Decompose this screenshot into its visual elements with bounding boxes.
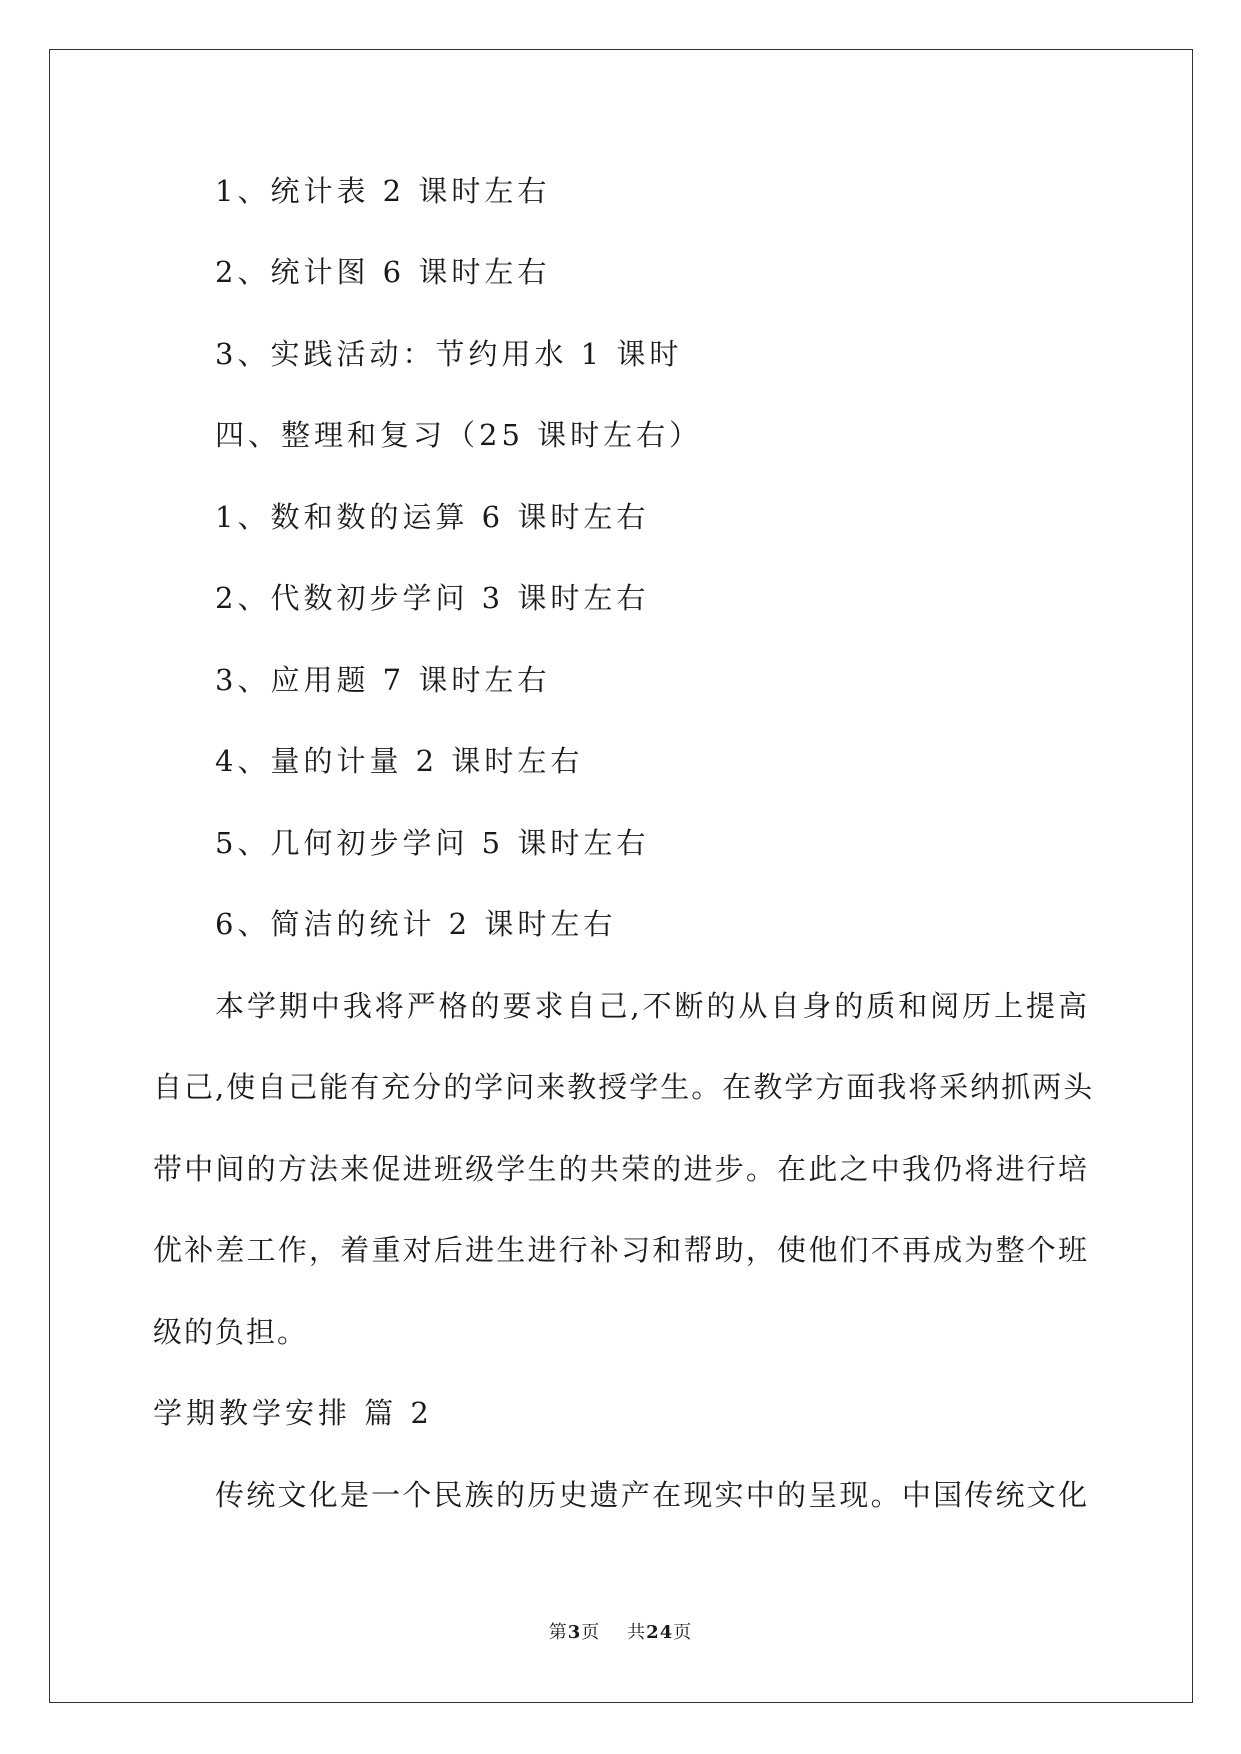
section-heading: 四、整理和复习（25 课时左右） — [215, 418, 703, 452]
list-item: 3、实践活动：节约用水 1 课时 — [215, 337, 683, 371]
article-title: 学期教学安排 篇 2 — [153, 1396, 433, 1430]
paragraph-line: 本学期中我将严格的要求自己,不断的从自身的质和阅历上提高 — [215, 989, 1089, 1023]
footer-page-suffix: 页 — [581, 1622, 601, 1643]
paragraph-line: 级的负担。 — [153, 1315, 309, 1349]
page-frame — [49, 49, 1193, 1703]
list-item: 2、统计图 6 课时左右 — [215, 255, 551, 289]
list-item: 3、应用题 7 课时左右 — [215, 663, 551, 697]
page-footer — [0, 1618, 1241, 1644]
list-item: 6、简洁的统计 2 课时左右 — [215, 907, 617, 941]
list-item: 1、数和数的运算 6 课时左右 — [215, 500, 650, 534]
footer-total-prefix: 共 — [627, 1622, 647, 1643]
list-item: 5、几何初步学问 5 课时左右 — [215, 826, 650, 860]
footer-total-suffix: 页 — [673, 1622, 693, 1643]
paragraph-line: 带中间的方法来促进班级学生的共荣的进步。在此之中我仍将进行培 — [153, 1152, 1089, 1186]
paragraph-line: 自己,使自己能有充分的学问来教授学生。在教学方面我将采纳抓两头 — [153, 1070, 1095, 1104]
total-page-count: 24 — [646, 1622, 674, 1643]
paragraph-line: 优补差工作，着重对后进生进行补习和帮助，使他们不再成为整个班 — [153, 1233, 1089, 1267]
list-item: 2、代数初步学问 3 课时左右 — [215, 581, 650, 615]
current-page-number: 3 — [567, 1622, 582, 1643]
list-item: 4、量的计量 2 课时左右 — [215, 744, 584, 778]
paragraph-line: 传统文化是一个民族的历史遗产在现实中的呈现。中国传统文化 — [215, 1478, 1089, 1512]
list-item: 1、统计表 2 课时左右 — [215, 174, 551, 208]
footer-prefix: 第 — [548, 1622, 568, 1643]
